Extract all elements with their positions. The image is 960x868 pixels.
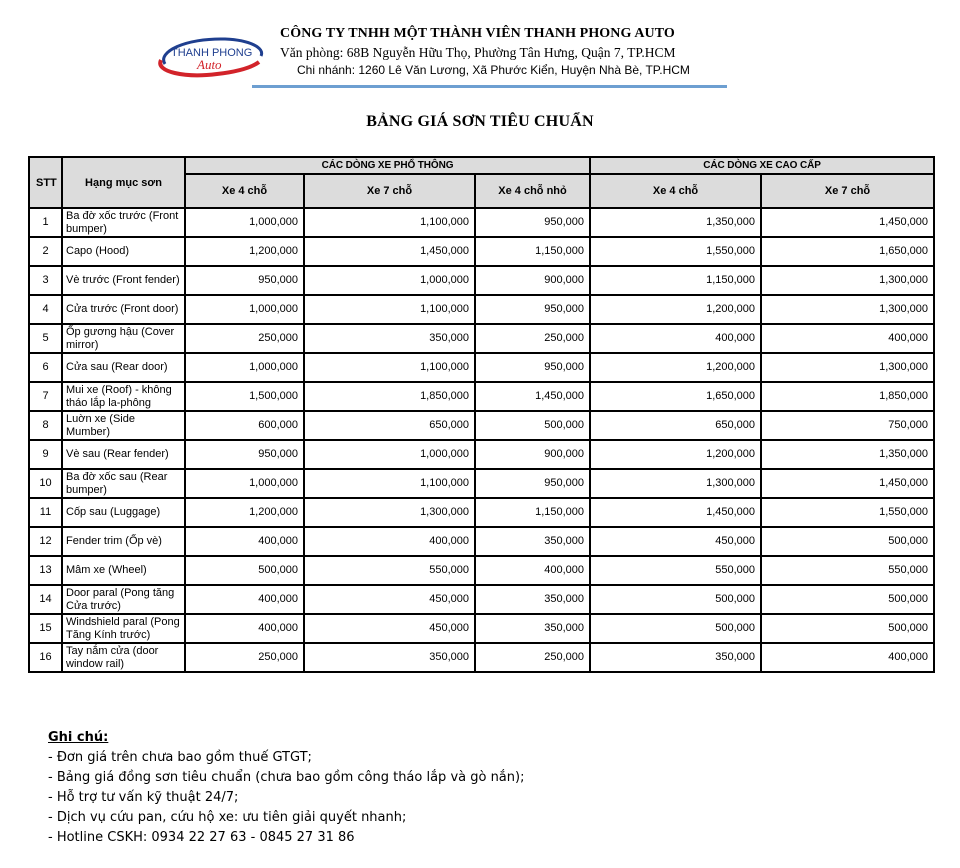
price-standard-4-seat-small: 900,000	[475, 440, 590, 469]
row-item-name: Luờn xe (Side Mumber)	[62, 411, 185, 440]
notes-title: Ghi chú:	[48, 730, 109, 745]
row-number: 12	[29, 527, 62, 556]
price-standard-4-seat: 400,000	[185, 585, 304, 614]
svg-text:THANH PHONG: THANH PHONG	[171, 47, 253, 59]
price-standard-4-seat-small: 1,150,000	[475, 498, 590, 527]
price-standard-4-seat-small: 400,000	[475, 556, 590, 585]
price-premium-4-seat: 1,650,000	[590, 382, 761, 411]
price-premium-7-seat: 1,300,000	[761, 295, 934, 324]
row-number: 16	[29, 643, 62, 672]
price-table	[28, 156, 935, 673]
row-number: 7	[29, 382, 62, 411]
price-standard-4-seat: 950,000	[185, 266, 304, 295]
price-standard-7-seat: 400,000	[304, 527, 475, 556]
row-item-name: Ốp gương hậu (Cover mirror)	[62, 324, 185, 353]
price-standard-4-seat: 500,000	[185, 556, 304, 585]
price-standard-7-seat: 1,100,000	[304, 208, 475, 237]
price-standard-4-seat-small: 1,150,000	[475, 237, 590, 266]
price-premium-4-seat: 1,200,000	[590, 440, 761, 469]
price-standard-4-seat: 400,000	[185, 527, 304, 556]
price-standard-7-seat: 650,000	[304, 411, 475, 440]
row-item-name: Vè trước (Front fender)	[62, 266, 185, 295]
price-standard-7-seat: 350,000	[304, 643, 475, 672]
price-standard-4-seat-small: 950,000	[475, 469, 590, 498]
price-premium-7-seat: 500,000	[761, 585, 934, 614]
row-item-name: Cốp sau (Luggage)	[62, 498, 185, 527]
price-standard-4-seat: 1,000,000	[185, 295, 304, 324]
price-premium-4-seat: 1,200,000	[590, 353, 761, 382]
price-standard-7-seat: 1,100,000	[304, 469, 475, 498]
price-premium-7-seat: 1,650,000	[761, 237, 934, 266]
price-standard-4-seat: 250,000	[185, 324, 304, 353]
company-logo	[155, 34, 267, 78]
header-divider	[252, 85, 727, 88]
header-group-standard: CÁC DÒNG XE PHỔ THÔNG	[185, 157, 590, 174]
price-standard-7-seat: 1,000,000	[304, 440, 475, 469]
note-item: - Hỗ trợ tư vấn kỹ thuật 24/7;	[48, 790, 239, 805]
price-standard-4-seat-small: 900,000	[475, 266, 590, 295]
header-group-premium: CÁC DÒNG XE CAO CẤP	[590, 157, 934, 174]
price-standard-7-seat: 1,450,000	[304, 237, 475, 266]
price-premium-4-seat: 1,350,000	[590, 208, 761, 237]
row-number: 13	[29, 556, 62, 585]
price-standard-4-seat-small: 350,000	[475, 614, 590, 643]
price-standard-4-seat-small: 350,000	[475, 585, 590, 614]
table-row	[29, 208, 934, 237]
row-item-name: Fender trim (Ốp vè)	[62, 527, 185, 556]
price-standard-4-seat: 1,200,000	[185, 498, 304, 527]
row-item-name: Windshield paral (Pong Tăng Kính trước)	[62, 614, 185, 643]
price-standard-7-seat: 1,000,000	[304, 266, 475, 295]
note-item: - Dịch vụ cứu pan, cứu hộ xe: ưu tiên giải quyết nhanh;	[48, 810, 407, 825]
table-row	[29, 237, 934, 266]
table-row	[29, 382, 934, 411]
price-premium-4-seat: 500,000	[590, 614, 761, 643]
price-standard-4-seat-small: 950,000	[475, 295, 590, 324]
price-standard-7-seat: 1,850,000	[304, 382, 475, 411]
row-item-name: Ba đờ xốc sau (Rear bumper)	[62, 469, 185, 498]
price-premium-4-seat: 400,000	[590, 324, 761, 353]
price-standard-4-seat-small: 350,000	[475, 527, 590, 556]
row-number: 2	[29, 237, 62, 266]
price-standard-4-seat-small: 1,450,000	[475, 382, 590, 411]
row-item-name: Tay nắm cửa (door window rail)	[62, 643, 185, 672]
table-row	[29, 556, 934, 585]
row-number: 8	[29, 411, 62, 440]
price-standard-7-seat: 1,100,000	[304, 295, 475, 324]
price-premium-4-seat: 1,150,000	[590, 266, 761, 295]
price-premium-7-seat: 500,000	[761, 614, 934, 643]
price-premium-7-seat: 750,000	[761, 411, 934, 440]
table-row	[29, 266, 934, 295]
price-standard-7-seat: 450,000	[304, 614, 475, 643]
row-number: 11	[29, 498, 62, 527]
price-standard-7-seat: 550,000	[304, 556, 475, 585]
table-row	[29, 324, 934, 353]
svg-text:Auto: Auto	[197, 57, 222, 72]
row-item-name: Capo (Hood)	[62, 237, 185, 266]
price-premium-4-seat: 1,300,000	[590, 469, 761, 498]
price-standard-7-seat: 1,300,000	[304, 498, 475, 527]
price-standard-4-seat-small: 250,000	[475, 324, 590, 353]
price-standard-7-seat: 450,000	[304, 585, 475, 614]
price-standard-4-seat: 250,000	[185, 643, 304, 672]
price-premium-4-seat: 450,000	[590, 527, 761, 556]
price-premium-7-seat: 1,550,000	[761, 498, 934, 527]
row-item-name: Ba đờ xốc trước (Front bumper)	[62, 208, 185, 237]
header-premium-4-seat: Xe 4 chỗ	[590, 174, 761, 208]
price-standard-4-seat: 950,000	[185, 440, 304, 469]
price-standard-4-seat: 1,000,000	[185, 469, 304, 498]
note-item: - Bảng giá đồng sơn tiêu chuẩn (chưa bao gồm công tháo lắp và gò nắn);	[48, 770, 525, 785]
table-row	[29, 498, 934, 527]
row-item-name: Cửa sau (Rear door)	[62, 353, 185, 382]
price-premium-7-seat: 1,350,000	[761, 440, 934, 469]
price-premium-4-seat: 1,550,000	[590, 237, 761, 266]
price-premium-7-seat: 400,000	[761, 324, 934, 353]
note-item: - Đơn giá trên chưa bao gồm thuế GTGT;	[48, 750, 312, 765]
price-standard-4-seat: 400,000	[185, 614, 304, 643]
table-row	[29, 295, 934, 324]
thanh-phong-logo-icon	[155, 34, 267, 78]
notes-section	[48, 728, 524, 848]
price-standard-4-seat: 1,200,000	[185, 237, 304, 266]
price-premium-7-seat: 550,000	[761, 556, 934, 585]
price-standard-4-seat: 1,000,000	[185, 208, 304, 237]
row-number: 1	[29, 208, 62, 237]
price-standard-7-seat: 350,000	[304, 324, 475, 353]
price-premium-7-seat: 1,850,000	[761, 382, 934, 411]
table-row	[29, 585, 934, 614]
header-standard-4-seat-small: Xe 4 chỗ nhỏ	[475, 174, 590, 208]
table-row	[29, 469, 934, 498]
table-row	[29, 643, 934, 672]
price-standard-7-seat: 1,100,000	[304, 353, 475, 382]
table-row	[29, 411, 934, 440]
row-number: 15	[29, 614, 62, 643]
row-number: 10	[29, 469, 62, 498]
header-standard-4-seat: Xe 4 chỗ	[185, 174, 304, 208]
price-standard-4-seat: 600,000	[185, 411, 304, 440]
price-standard-4-seat-small: 500,000	[475, 411, 590, 440]
price-premium-7-seat: 400,000	[761, 643, 934, 672]
price-standard-4-seat-small: 950,000	[475, 353, 590, 382]
row-item-name: Mâm xe (Wheel)	[62, 556, 185, 585]
note-item-hotline: - Hotline CSKH: 0934 22 27 63 - 0845 27 31 86	[48, 830, 355, 845]
price-premium-4-seat: 550,000	[590, 556, 761, 585]
row-number: 14	[29, 585, 62, 614]
row-item-name: Door paral (Pong tăng Cửa trước)	[62, 585, 185, 614]
row-item-name: Cửa trước (Front door)	[62, 295, 185, 324]
price-standard-4-seat: 1,000,000	[185, 353, 304, 382]
header-stt: STT	[29, 157, 62, 208]
row-number: 4	[29, 295, 62, 324]
price-premium-4-seat: 650,000	[590, 411, 761, 440]
table-row	[29, 440, 934, 469]
price-premium-7-seat: 1,450,000	[761, 469, 934, 498]
company-name: CÔNG TY TNHH MỘT THÀNH VIÊN THANH PHONG AUTO	[280, 26, 675, 41]
row-number: 6	[29, 353, 62, 382]
price-standard-4-seat-small: 950,000	[475, 208, 590, 237]
price-premium-4-seat: 1,450,000	[590, 498, 761, 527]
price-premium-4-seat: 350,000	[590, 643, 761, 672]
row-item-name: Vè sau (Rear fender)	[62, 440, 185, 469]
price-standard-4-seat-small: 250,000	[475, 643, 590, 672]
price-premium-7-seat: 500,000	[761, 527, 934, 556]
price-premium-7-seat: 1,300,000	[761, 353, 934, 382]
table-header-row-groups	[29, 157, 934, 174]
table-row	[29, 353, 934, 382]
header-premium-7-seat: Xe 7 chỗ	[761, 174, 934, 208]
branch-address: Chi nhánh: 1260 Lê Văn Lương, Xã Phước Kiển, Huyện Nhà Bè, TP.HCM	[297, 63, 690, 77]
row-item-name: Mui xe (Roof) - không tháo lắp la-phông	[62, 382, 185, 411]
table-row	[29, 527, 934, 556]
row-number: 5	[29, 324, 62, 353]
price-premium-7-seat: 1,450,000	[761, 208, 934, 237]
header-standard-7-seat: Xe 7 chỗ	[304, 174, 475, 208]
price-premium-4-seat: 1,200,000	[590, 295, 761, 324]
row-number: 9	[29, 440, 62, 469]
price-standard-4-seat: 1,500,000	[185, 382, 304, 411]
table-row	[29, 614, 934, 643]
row-number: 3	[29, 266, 62, 295]
price-premium-4-seat: 500,000	[590, 585, 761, 614]
office-address: Văn phòng: 68B Nguyễn Hữu Thọ, Phường Tân Hưng, Quận 7, TP.HCM	[280, 45, 676, 60]
price-premium-7-seat: 1,300,000	[761, 266, 934, 295]
header-item: Hạng mục sơn	[62, 157, 185, 208]
page-title: BẢNG GIÁ SƠN TIÊU CHUẨN	[366, 113, 594, 130]
